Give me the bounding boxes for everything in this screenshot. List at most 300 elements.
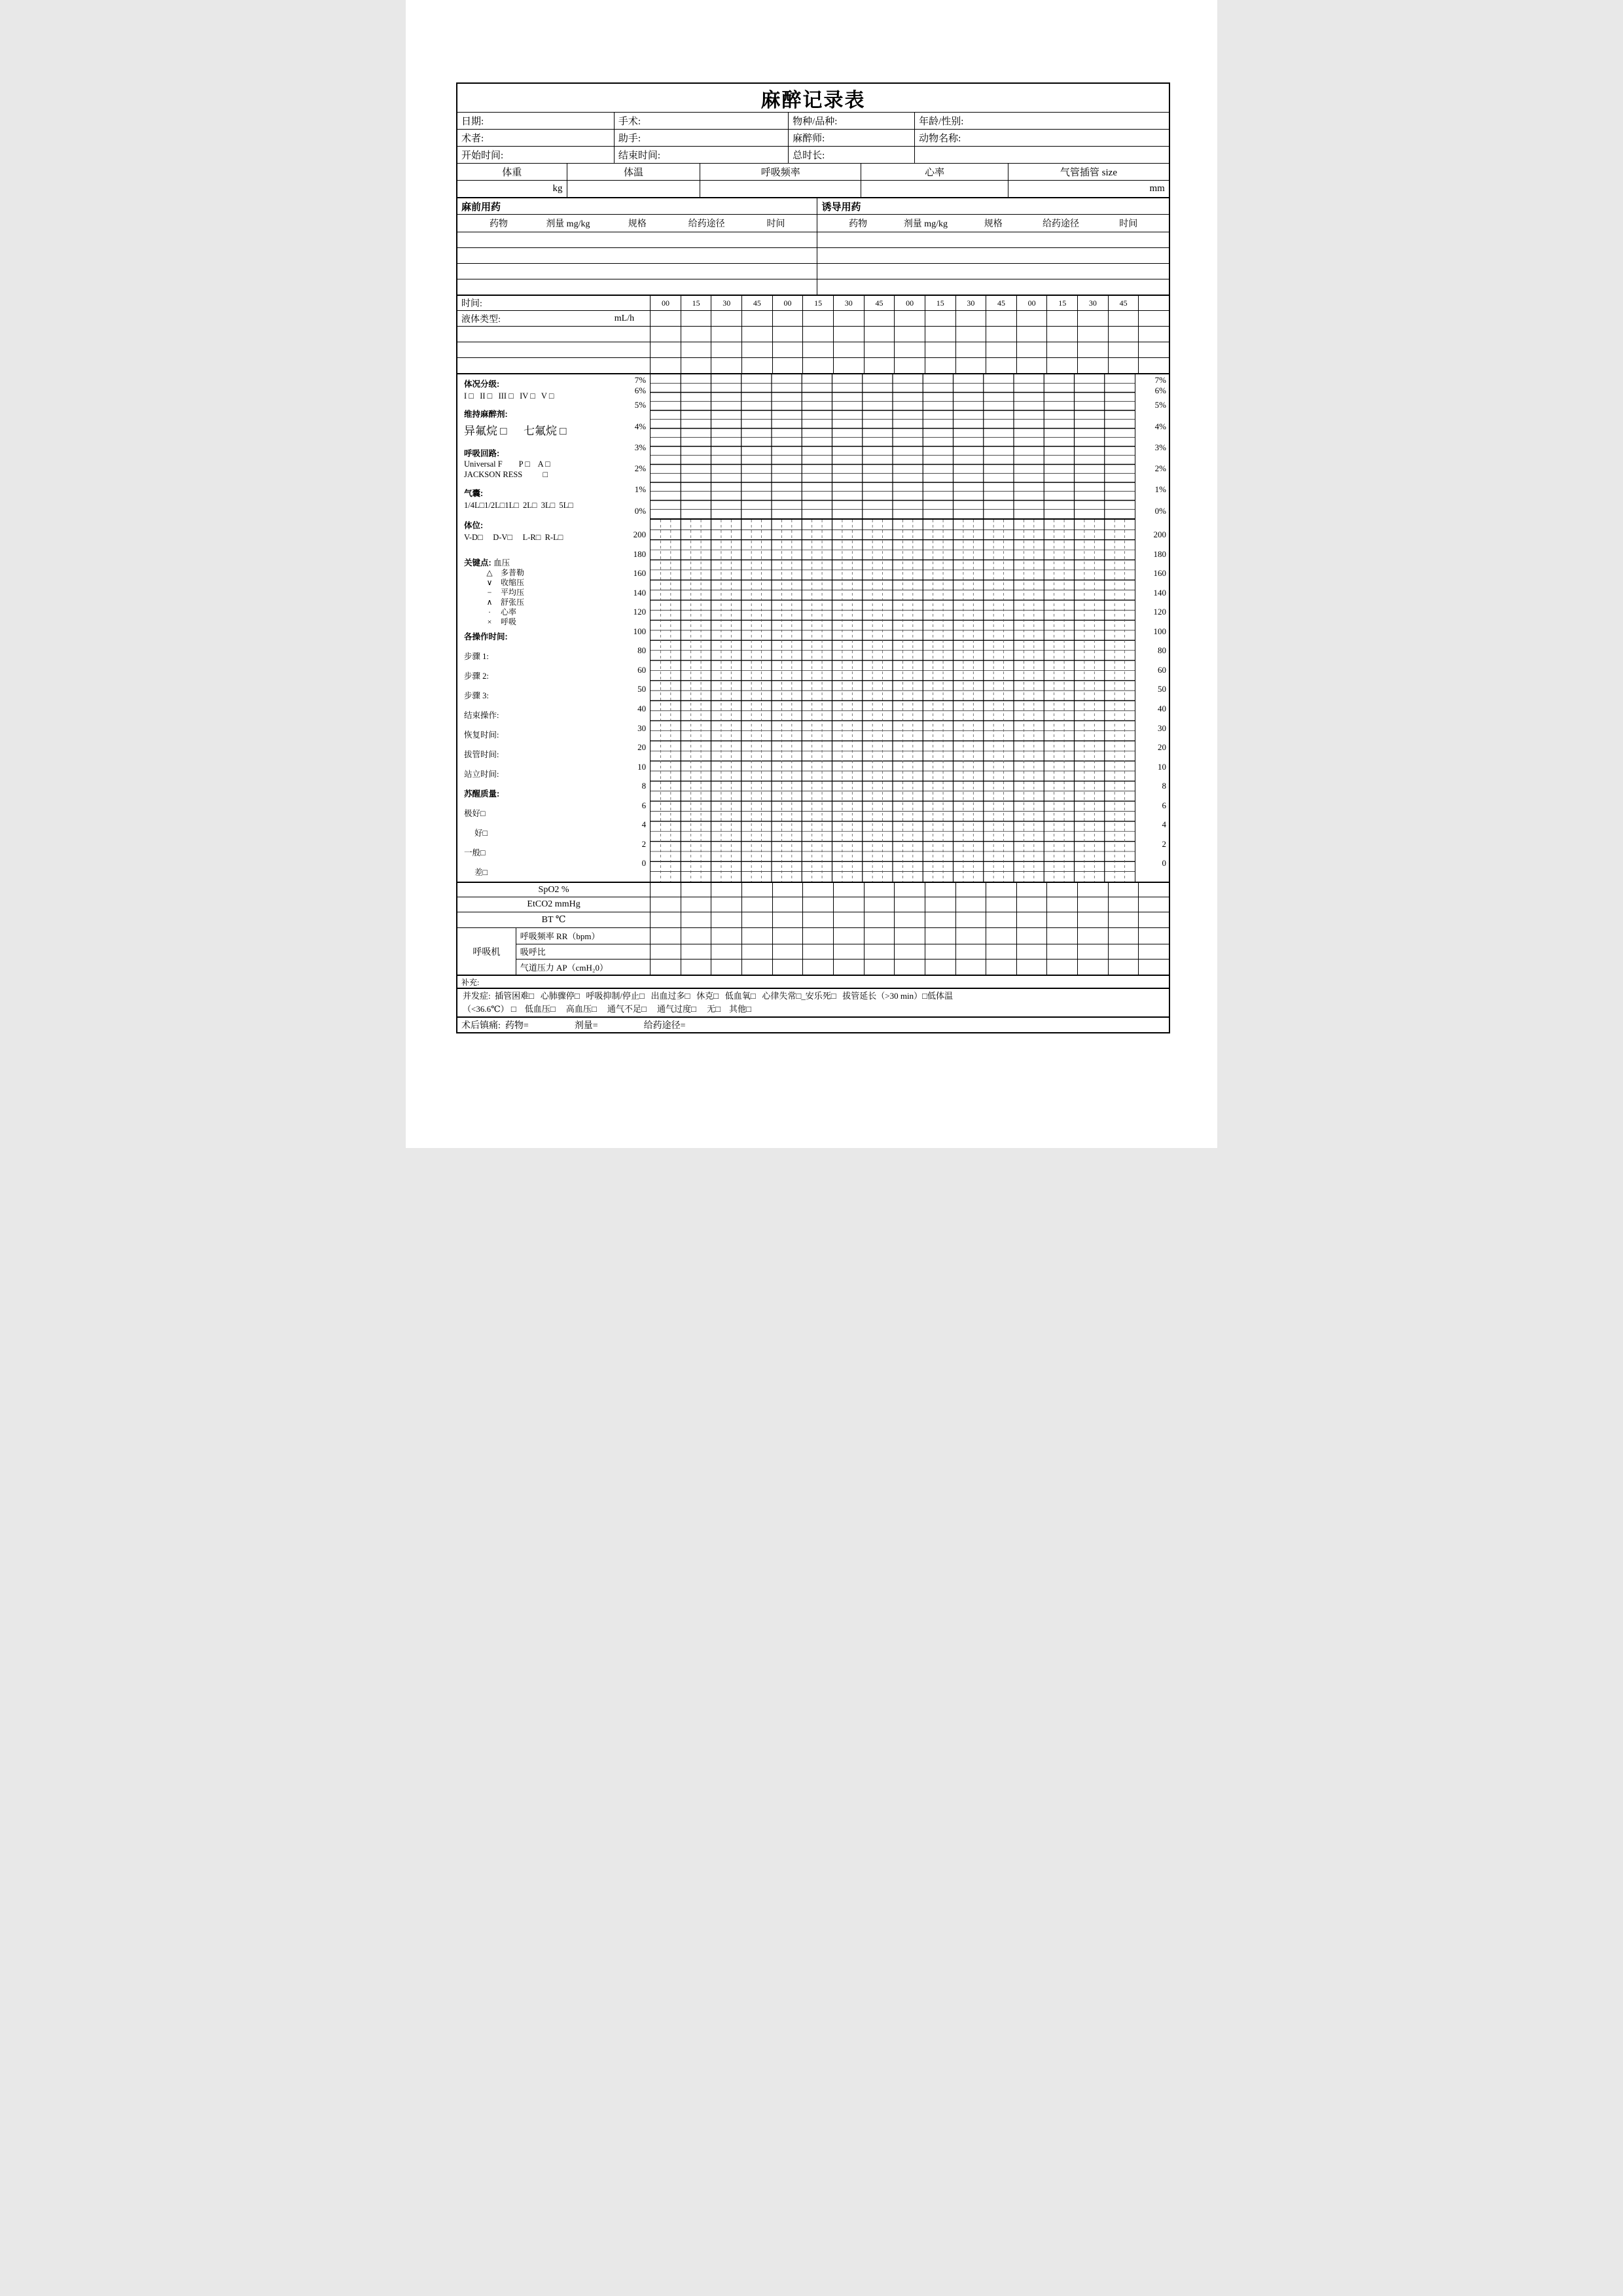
grid-cell[interactable] [741,912,772,927]
info-row-2 [457,129,1169,146]
grid-cell[interactable] [1046,928,1077,944]
grid-cell[interactable] [1108,358,1139,373]
maintenance-checkboxes[interactable]: 异氟烷 □ 七氟烷 □ [464,425,567,437]
circuit-label: 呼吸回路: [464,449,500,458]
grid-cell[interactable] [1077,944,1108,960]
premed-entry-cell[interactable] [457,248,817,263]
grid-cell[interactable] [681,944,711,960]
step2-field[interactable]: 步骤 2: [464,672,489,681]
supplement-field[interactable]: 补充: [461,977,480,987]
ventilator-ap-row [516,959,1169,975]
grid-cell[interactable]: 00 [772,296,803,310]
grid-cell[interactable] [894,311,925,326]
bag-checkboxes[interactable]: 1/4L□1/2L□1L□ 2L□ 3L□ 5L□ [464,501,573,510]
position-checkboxes[interactable]: V-D□ D-V□ L-R□ R-L□ [464,533,563,542]
start-time-field[interactable]: 开始时间: [461,151,504,161]
grid-cell[interactable] [894,883,925,897]
grid-cell[interactable] [986,928,1016,944]
grid-cell[interactable] [864,327,895,342]
grid-cell[interactable] [1046,311,1077,326]
fluid-label-cell[interactable] [457,311,650,326]
fluid-entry-label-cell[interactable] [457,342,650,357]
grid-cell[interactable] [711,327,741,342]
grid-cell[interactable] [741,327,772,342]
grid-cell[interactable] [986,912,1016,927]
dot-icon: · [488,607,491,617]
grid-cell[interactable] [833,960,864,975]
grid-cell[interactable] [1108,883,1139,897]
grid-cell[interactable] [772,311,803,326]
grid-cell[interactable] [681,358,711,373]
grid-cell[interactable] [1077,327,1108,342]
value-axis-label: 30 [1157,723,1166,733]
grid-cell[interactable] [1108,311,1139,326]
grid-cell[interactable] [864,358,895,373]
grid-cell[interactable] [833,944,864,960]
total-duration-field[interactable]: 总时长: [788,147,914,163]
grid-cell[interactable] [864,960,895,975]
grid-cell[interactable] [925,897,955,912]
value-axis-label: 20 [637,742,647,753]
vent-ie-label: 吸呼比 [516,944,650,960]
grid-cell[interactable] [1016,897,1047,912]
grid-cell[interactable] [894,327,925,342]
grid-cell[interactable] [1016,944,1047,960]
ventilator-rows [516,928,1169,975]
grid-cell[interactable] [772,327,803,342]
grid-cell[interactable]: 45 [864,296,895,310]
grid-cell[interactable] [650,928,681,944]
col-route: 给药途径 [688,219,725,229]
time-header-row [457,295,1169,310]
end-time-field[interactable]: 结束时间: [614,147,788,163]
col-spec: 规格 [984,219,1003,229]
grid-cell[interactable] [772,928,803,944]
grid-cell[interactable] [772,358,803,373]
fluid-entry-row [457,326,1169,342]
grid-cell[interactable] [1108,327,1139,342]
anesthetist-field[interactable]: 麻醉师: [788,130,914,146]
grid-cell[interactable] [1046,944,1077,960]
recovery-poor-checkbox[interactable]: 差□ [474,868,488,877]
kg-unit: kg [552,183,563,194]
grid-cell[interactable]: 30 [833,296,864,310]
recovery-fair-checkbox[interactable]: 一般□ [464,848,486,857]
premed-entry-cell[interactable] [457,279,817,295]
circuit-jackson-checkbox[interactable]: JACKSON RESS □ [464,470,548,479]
grid-cell[interactable] [741,928,772,944]
fluid-entry-label-cell[interactable] [457,327,650,342]
grid-cell[interactable] [772,960,803,975]
spo2-row [457,882,1169,897]
value-axis-label: 50 [637,684,647,694]
grid-cell[interactable] [1108,912,1139,927]
grid-cell[interactable] [1046,897,1077,912]
premed-entry-cell[interactable] [457,232,817,247]
grid-cell[interactable] [986,944,1016,960]
vitals-value-row [457,180,1169,197]
end-op-field[interactable]: 结束操作: [464,711,499,720]
grid-cell[interactable] [681,928,711,944]
percent-axis-label: 2% [634,463,647,473]
grid-cell[interactable] [681,897,711,912]
grid-cell[interactable] [1077,358,1108,373]
grid-cell[interactable] [1077,897,1108,912]
left-axis-labels [621,374,649,882]
grid-cell[interactable] [925,912,955,927]
grid-cell[interactable]: 45 [986,296,1016,310]
grid-cell[interactable] [833,342,864,357]
heart-rate-header: 心率 [861,164,1008,180]
grid-cell[interactable] [925,342,955,357]
grid-cell[interactable] [741,960,772,975]
grid-cell[interactable] [833,897,864,912]
grid-cell[interactable] [681,342,711,357]
grid-cell[interactable] [864,928,895,944]
grid-cell[interactable] [986,883,1016,897]
value-axis-label: 160 [1153,568,1166,579]
grid-cell[interactable] [1138,327,1169,342]
grid-cell[interactable]: 15 [925,296,955,310]
induction-entry-cell[interactable] [817,232,1169,247]
grid-cell[interactable] [894,897,925,912]
grid-cell[interactable] [955,960,986,975]
op-times-label: 各操作时间: [464,632,508,641]
weight-value-cell[interactable] [457,181,567,197]
value-axis-label: 100 [1153,626,1166,636]
asa-checkboxes[interactable]: I □ II □ III □ IV □ V □ [464,391,554,401]
grid-cell[interactable] [1138,342,1169,357]
percent-axis-label: 7% [1154,375,1166,385]
species-field[interactable]: 物种/品种: [788,113,914,129]
grid-cell[interactable]: 45 [741,296,772,310]
grid-cell[interactable] [1046,327,1077,342]
col-drug: 药物 [849,219,868,229]
grid-cell[interactable] [1016,928,1047,944]
grid-cell[interactable] [894,912,925,927]
grid-cell[interactable] [711,960,741,975]
grid-cell[interactable] [864,897,895,912]
grid-cell[interactable] [894,928,925,944]
grid-cell[interactable]: 15 [1046,296,1077,310]
grid-cell[interactable] [1138,311,1169,326]
grid-cell[interactable] [894,944,925,960]
grid-cell[interactable] [802,311,833,326]
grid-cell[interactable] [711,342,741,357]
grid-cell[interactable] [1077,342,1108,357]
legend-diastolic: ∧ 舒张压 [464,598,621,607]
grid-cell[interactable] [925,928,955,944]
resp-rate-value-cell[interactable] [700,181,861,197]
age-sex-field[interactable]: 年龄/性别: [914,113,1169,129]
percent-axis-label: 1% [1154,484,1166,494]
grid-cell[interactable] [681,883,711,897]
grid-cell[interactable] [986,311,1016,326]
grid-cell[interactable] [1108,944,1139,960]
grid-cell[interactable] [741,897,772,912]
info-empty-cell[interactable] [914,147,1169,163]
grid-cell[interactable]: 45 [1108,296,1139,310]
complications-line2[interactable]: （<36.6℃） □ 低血压□ 高血压□ 通气不足□ 通气过度□ 无□ 其他□ [463,1004,751,1014]
grid-cell[interactable] [833,311,864,326]
grid-cell[interactable] [772,944,803,960]
grid-cell[interactable] [1138,944,1169,960]
grid-cell[interactable] [925,944,955,960]
grid-cell[interactable] [802,960,833,975]
grid-cell[interactable] [650,342,681,357]
grid-cell[interactable] [772,897,803,912]
grid-cell[interactable] [1077,928,1108,944]
grid-cell[interactable] [711,912,741,927]
grid-cell[interactable] [711,311,741,326]
grid-cell[interactable]: 00 [650,296,681,310]
value-axis-label: 2 [641,838,647,849]
premed-title: 麻前用药 [461,201,501,213]
induction-entry-cell[interactable] [817,279,1169,295]
grid-cell[interactable] [802,342,833,357]
grid-cell[interactable] [986,358,1016,373]
grid-cell[interactable] [864,883,895,897]
grid-cell[interactable] [711,897,741,912]
grid-cell[interactable] [711,944,741,960]
value-axis-label: 40 [1157,703,1166,713]
grid-cell[interactable] [650,883,681,897]
grid-cell[interactable] [1108,897,1139,912]
surgery-field[interactable]: 手术: [614,113,788,129]
grid-cell[interactable] [802,928,833,944]
grid-cell[interactable] [955,342,986,357]
grid-cell[interactable] [955,897,986,912]
grid-cell[interactable] [1138,912,1169,927]
grid-cell[interactable] [955,944,986,960]
value-axis-label: 200 [633,529,647,539]
ventilator-label: 呼吸机 [473,947,501,958]
grid-cell[interactable]: 15 [802,296,833,310]
extubation-time-field[interactable]: 拔管时间: [464,750,499,759]
fluid-entry-label-cell[interactable] [457,358,650,373]
grid-cell[interactable] [741,883,772,897]
recovery-excellent-checkbox[interactable]: 极好□ [464,809,486,818]
grid-cell[interactable] [802,327,833,342]
grid-cell[interactable] [955,358,986,373]
grid-cell[interactable] [741,311,772,326]
grid-cell[interactable] [1016,327,1047,342]
recovery-good-checkbox[interactable]: 好□ [474,829,488,838]
grid-cell[interactable] [894,342,925,357]
grid-cell[interactable] [1138,928,1169,944]
grid-cell[interactable] [1138,883,1169,897]
grid-cell[interactable] [1108,960,1139,975]
chart-grid-column [650,374,1135,882]
surgeon-field[interactable]: 术者: [461,134,484,144]
grid-cell[interactable] [864,311,895,326]
legend-systolic: ∨ 收缩压 [464,578,621,588]
grid-cell[interactable] [711,883,741,897]
induction-columns [817,215,1169,232]
grid-cell[interactable] [1108,928,1139,944]
grid-cell[interactable] [741,358,772,373]
grid-cell[interactable] [772,912,803,927]
grid-cell[interactable] [986,960,1016,975]
temperature-value-cell[interactable] [567,181,700,197]
value-axis-label: 0 [641,858,647,869]
grid-cell[interactable] [772,883,803,897]
grid-cell[interactable] [802,358,833,373]
legend-doppler: △ 多普勒 [464,568,621,578]
grid-cell[interactable] [925,358,955,373]
grid-cell[interactable] [955,883,986,897]
grid-cell[interactable] [650,960,681,975]
fluid-entry-row [457,357,1169,373]
grid-cell[interactable]: 30 [1077,296,1108,310]
grid-cell[interactable] [986,897,1016,912]
heart-rate-value-cell[interactable] [861,181,1008,197]
value-axis-label: 6 [1162,800,1166,810]
right-axis-labels [1135,374,1169,882]
grid-cell[interactable] [681,327,711,342]
grid-cell[interactable] [681,311,711,326]
grid-cell[interactable] [741,342,772,357]
percent-axis-label: 3% [1154,442,1166,452]
grid-cell[interactable] [1077,883,1108,897]
grid-cell[interactable] [833,912,864,927]
step3-field[interactable]: 步骤 3: [464,691,489,700]
grid-cell[interactable]: 30 [711,296,741,310]
premed-entry-cell[interactable] [457,264,817,279]
grid-cell[interactable] [741,944,772,960]
grid-cell[interactable] [650,358,681,373]
complications-line1[interactable]: 并发症: 插管困难□ 心肺骤停□ 呼吸抑制/停止□ 出血过多□ 休克□ 低血氧□ 心律失常□_安乐死□ 拔管延长（>30 min）□低体温 [463,991,953,1001]
grid-cell[interactable] [1138,358,1169,373]
grid-cell[interactable] [681,960,711,975]
percent-axis-label: 5% [1154,400,1166,410]
percent-axis-label: 1% [634,484,647,494]
grid-cell[interactable] [1016,311,1047,326]
animal-name-field[interactable]: 动物名称: [914,130,1169,146]
grid-cell[interactable] [1016,883,1047,897]
grid-cell[interactable] [894,358,925,373]
grid-cell[interactable] [1138,296,1169,310]
grid-cell[interactable] [1016,912,1047,927]
grid-cell[interactable] [955,928,986,944]
induction-entry-cell[interactable] [817,264,1169,279]
grid-cell[interactable] [1016,342,1047,357]
grid-cell[interactable] [1046,342,1077,357]
grid-cell[interactable]: 00 [1016,296,1047,310]
grid-cell[interactable] [1077,912,1108,927]
col-time: 时间 [1119,219,1138,229]
supplement-row [457,975,1169,988]
grid-cell[interactable] [802,912,833,927]
grid-cell[interactable] [802,897,833,912]
bag-label: 气囊: [464,489,484,498]
grid-cell[interactable] [802,944,833,960]
postop-analgesia-field[interactable]: 术后镇痛: 药物= 剂量= 给药途径= [461,1021,686,1031]
grid-cell[interactable] [1016,358,1047,373]
value-axis-label: 120 [633,607,647,617]
grid-cell[interactable] [925,311,955,326]
grid-cell[interactable]: 00 [894,296,925,310]
grid-cell[interactable] [1077,960,1108,975]
grid-cell[interactable] [802,883,833,897]
grid-cell[interactable] [711,358,741,373]
grid-cell[interactable] [1138,897,1169,912]
vitals-trend-grid[interactable] [651,520,1135,882]
grid-cell[interactable] [681,912,711,927]
grid-cell[interactable] [1016,960,1047,975]
maintenance-label: 维持麻醉剂: [464,410,508,419]
grid-cell[interactable] [925,883,955,897]
grid-cell[interactable] [650,944,681,960]
complications-checkboxes[interactable] [457,988,1169,1017]
grid-cell[interactable] [925,960,955,975]
resp-rate-header: 呼吸频率 [700,164,861,180]
grid-cell[interactable] [1046,358,1077,373]
grid-cell[interactable] [650,327,681,342]
grid-cell[interactable] [955,327,986,342]
grid-cell[interactable] [864,912,895,927]
value-axis-label: 140 [1153,587,1166,598]
et-tube-size-value-cell[interactable] [1008,181,1169,197]
grid-cell[interactable] [955,912,986,927]
grid-cell[interactable] [650,897,681,912]
step1-field[interactable]: 步骤 1: [464,652,489,661]
grid-cell[interactable] [955,311,986,326]
grid-cell[interactable] [894,960,925,975]
value-axis-label: 200 [1153,529,1166,539]
vent-rr-label: 呼吸频率 RR（bpm） [516,928,650,944]
grid-cell[interactable] [925,327,955,342]
induction-entry-cell[interactable] [817,248,1169,263]
grid-cell[interactable] [1077,311,1108,326]
standing-time-field[interactable]: 站立时间: [464,770,499,779]
value-axis-label: 4 [641,819,647,830]
grid-cell[interactable] [986,342,1016,357]
grid-cell[interactable] [833,883,864,897]
date-field[interactable]: 日期: [461,117,484,127]
keypoints-label: 关键点: 血压 [464,558,510,567]
value-axis-label: 120 [1153,607,1166,617]
grid-cell[interactable] [1108,342,1139,357]
grid-cell[interactable] [864,342,895,357]
grid-cell[interactable]: 15 [681,296,711,310]
grid-cell[interactable] [711,928,741,944]
percent-axis-label: 2% [1154,463,1166,473]
assistant-field[interactable]: 助手: [614,130,788,146]
circuit-universal-checkboxes[interactable]: Universal F P □ A □ [464,459,550,469]
grid-cell[interactable]: 30 [955,296,986,310]
temperature-header: 体温 [567,164,700,180]
grid-cell[interactable] [833,928,864,944]
grid-cell[interactable] [864,944,895,960]
grid-cell[interactable] [1046,960,1077,975]
legend-mean: − 平均压 [464,588,621,598]
grid-cell[interactable] [772,342,803,357]
grid-cell[interactable] [833,358,864,373]
page-title: 麻醉记录表 [760,89,866,111]
anesthesia-record-sheet [406,0,1217,1148]
grid-cell[interactable] [650,311,681,326]
grid-cell[interactable] [986,327,1016,342]
anesthetic-percent-grid[interactable] [651,374,1135,520]
grid-cell[interactable] [1046,912,1077,927]
grid-cell[interactable] [1046,883,1077,897]
recovery-time-field[interactable]: 恢复时间: [464,730,499,740]
grid-cell[interactable] [833,327,864,342]
value-axis-label: 180 [1153,548,1166,559]
grid-cell[interactable] [1138,960,1169,975]
grid-cell[interactable] [650,912,681,927]
